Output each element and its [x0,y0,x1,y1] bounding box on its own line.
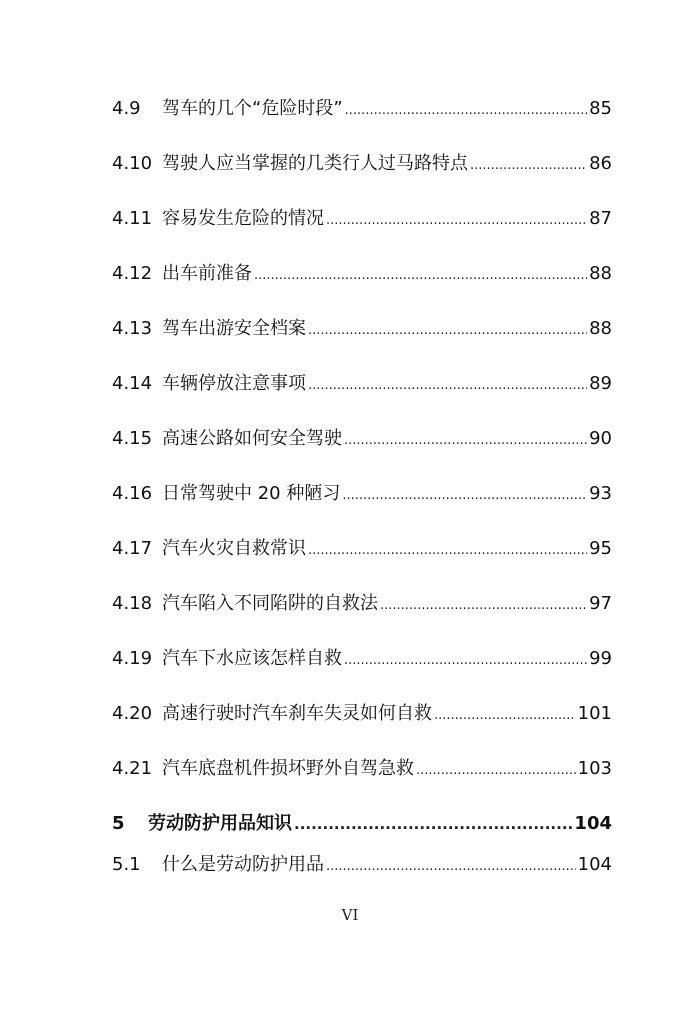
toc-dot-leader [345,97,587,125]
toc-dot-leader [416,757,576,785]
toc-dot-leader [308,537,587,565]
toc-entry-title: 车辆停放注意事项 [162,373,306,394]
toc-entry-title: 日常驾驶中 20 种陋习 [162,483,341,504]
toc-entry-title: 高速公路如何安全驾驶 [162,428,342,449]
toc-entry[interactable] [112,851,612,879]
toc-dot-leader [380,592,587,620]
toc-entry-number: 4.12 [112,263,153,284]
toc-entry-number: 4.10 [112,153,153,174]
toc-entry-number: 5 [112,813,125,834]
toc-chapter-entry[interactable] [112,810,612,838]
toc-entry-title: 什么是劳动防护用品 [162,854,324,875]
toc-entry-number: 4.11 [112,208,153,229]
toc-dot-leader [308,317,587,345]
toc-entry-page: 85 [589,98,612,119]
toc-entry-title: 驾车出游安全档案 [162,318,306,339]
toc-dot-leader [470,152,587,180]
toc-entry-page: 87 [589,208,612,229]
toc-entry-title: 出车前准备 [162,263,252,284]
toc-entry[interactable] [112,645,612,673]
toc-entry-number: 5.1 [112,854,141,875]
toc-entry-number: 4.20 [112,703,153,724]
toc-entry[interactable] [112,590,612,618]
toc-entry-page: 95 [589,538,612,559]
toc-dot-leader [254,262,587,290]
toc-entry-title: 驾车的几个“危险时段” [162,98,343,119]
toc-entry-page: 97 [589,593,612,614]
toc-entry[interactable] [112,260,612,288]
toc-entry-page: 101 [577,703,612,724]
toc-dot-leader [344,427,587,455]
toc-entry[interactable] [112,535,612,563]
toc-entry-page: 104 [577,854,612,875]
toc-entry-page: 88 [589,318,612,339]
toc-entry-title: 汽车底盘机件损坏野外自驾急救 [162,758,414,779]
toc-entry-number: 4.19 [112,648,153,669]
toc-entry-page: 86 [589,153,612,174]
toc-dot-leader [326,853,576,881]
toc-entry[interactable] [112,755,612,783]
toc-dot-leader [434,702,576,730]
toc-entry-title: 汽车陷入不同陷阱的自救法 [162,593,378,614]
toc-entry-page: 90 [589,428,612,449]
toc-entry[interactable] [112,205,612,233]
toc-entry-page: 93 [589,483,612,504]
toc-entry-title: 高速行驶时汽车刹车失灵如何自救 [162,703,432,724]
toc-entry-number: 4.14 [112,373,153,394]
toc-entry-number: 4.21 [112,758,153,779]
toc-entry[interactable] [112,480,612,508]
toc-entry-number: 4.16 [112,483,153,504]
toc-entry-number: 4.18 [112,593,153,614]
toc-dot-leader [326,207,587,235]
toc-dot-leader [294,810,572,838]
page-number: VI [341,906,359,924]
toc-entry-title: 汽车火灾自救常识 [162,538,306,559]
toc-entry-page: 104 [574,813,612,834]
toc-entry-number: 4.17 [112,538,153,559]
toc-entry[interactable] [112,150,612,178]
toc-dot-leader [342,482,587,510]
toc-dot-leader [344,647,587,675]
toc-entry-number: 4.13 [112,318,153,339]
toc-entry-page: 88 [589,263,612,284]
toc-entry-number: 4.9 [112,98,141,119]
toc-entry-number: 4.15 [112,428,153,449]
toc-entry[interactable] [112,370,612,398]
toc-entry-page: 103 [577,758,612,779]
toc-entry-page: 99 [589,648,612,669]
toc-entry-page: 89 [589,373,612,394]
toc-entry-title: 劳动防护用品知识 [148,813,292,834]
toc-entry[interactable] [112,700,612,728]
toc-entry[interactable] [112,425,612,453]
toc-entry[interactable] [112,315,612,343]
toc-entry-title: 驾驶人应当掌握的几类行人过马路特点 [162,153,468,174]
toc-entry-title: 容易发生危险的情况 [162,208,324,229]
toc-entry[interactable] [112,95,612,123]
toc-entry-title: 汽车下水应该怎样自救 [162,648,342,669]
toc-dot-leader [308,372,587,400]
